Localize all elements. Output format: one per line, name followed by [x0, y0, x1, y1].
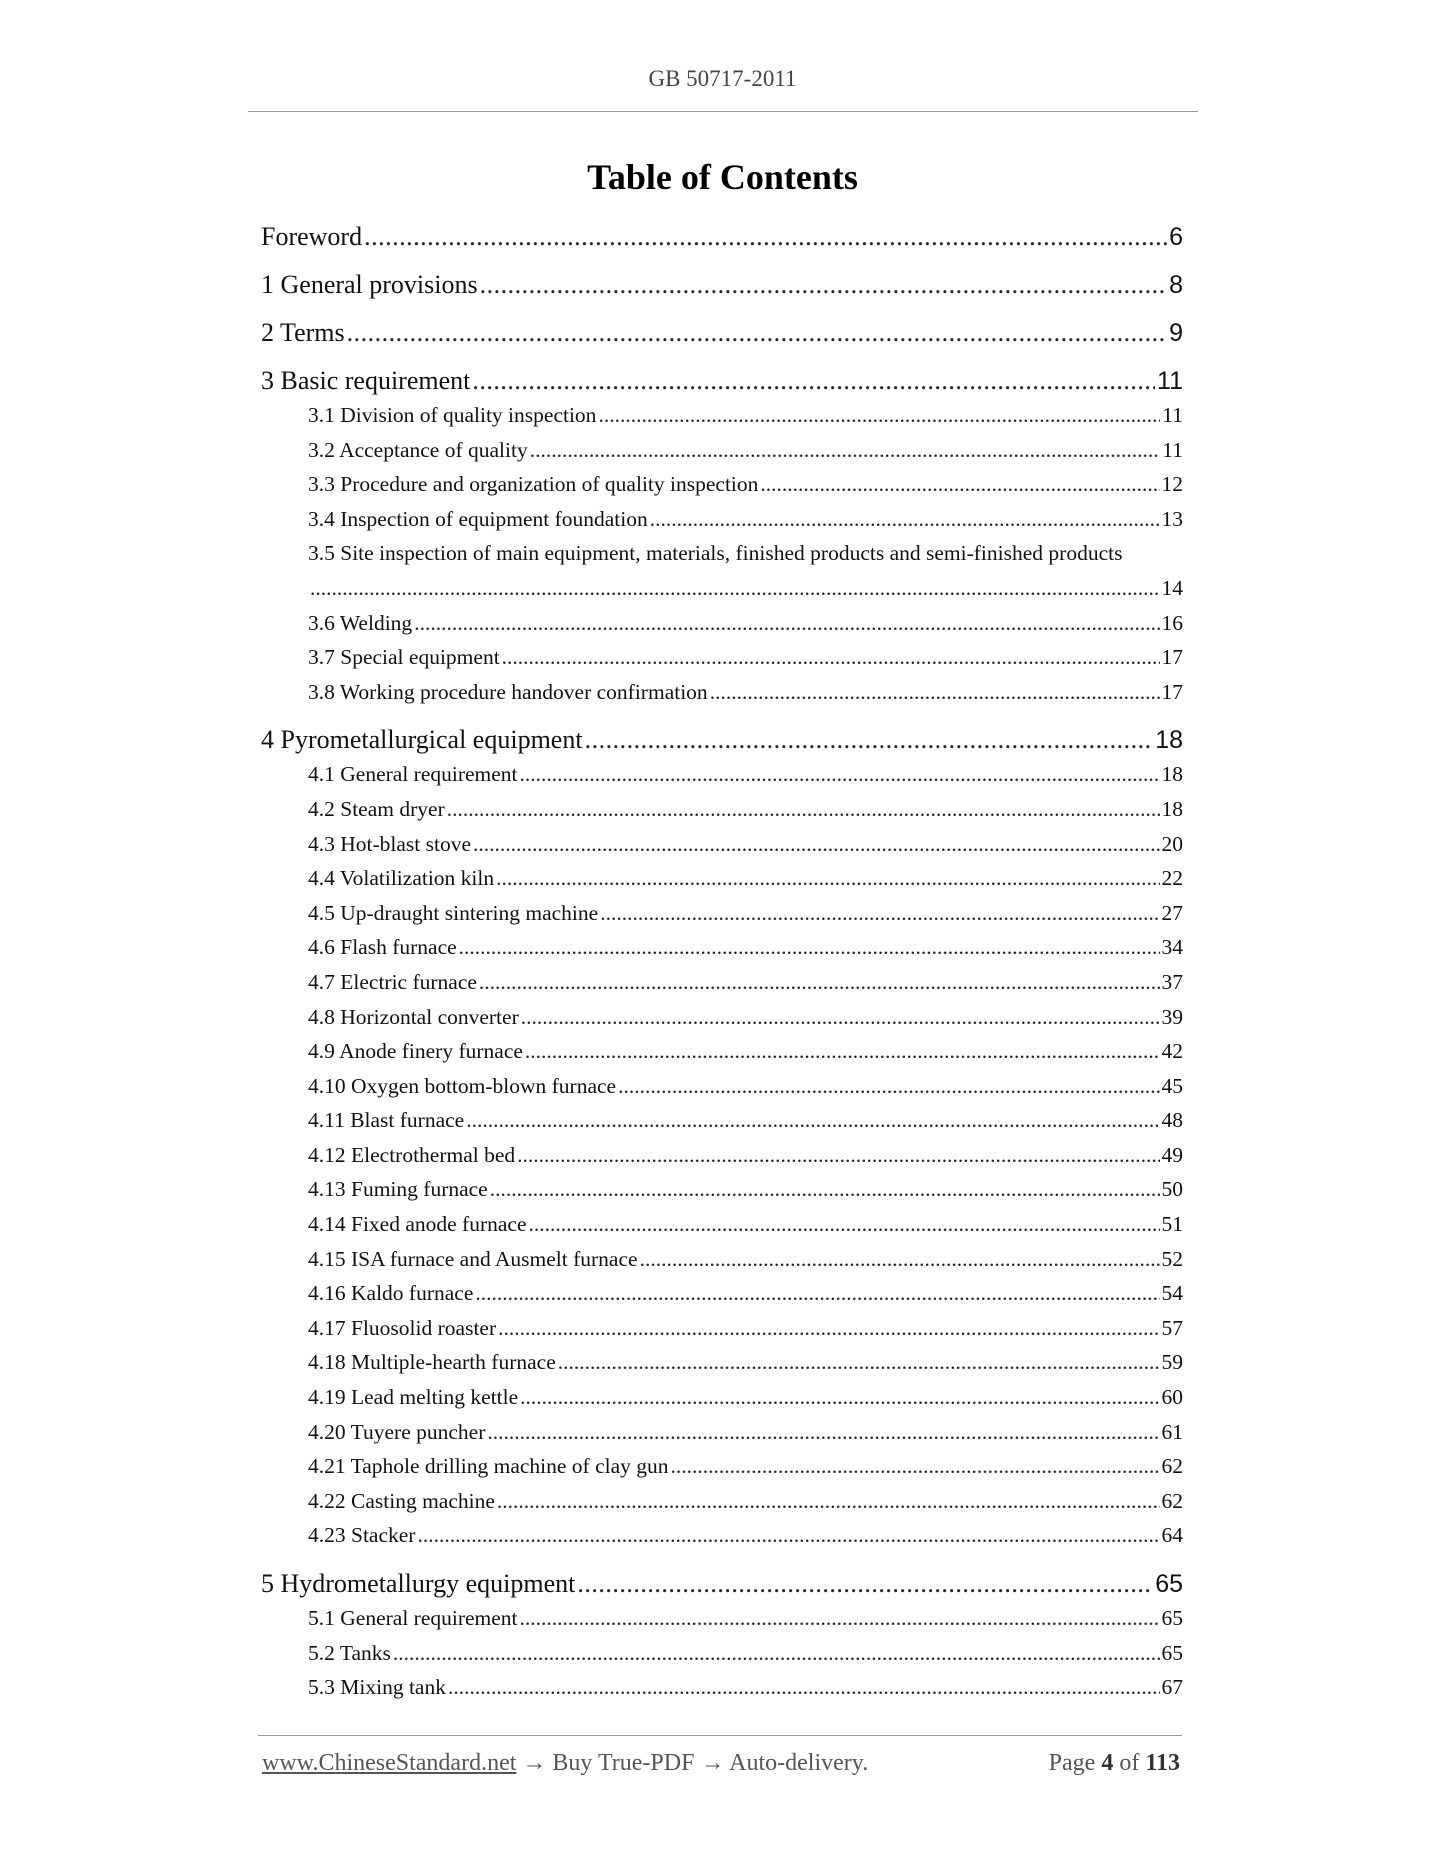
toc-entry-page: 18 — [1161, 762, 1183, 787]
toc-entry-section-3-5-continuation[interactable] — [308, 571, 1183, 606]
page-word: Page — [1048, 1750, 1096, 1776]
toc-entry-label: 5.2 Tanks — [308, 1640, 391, 1665]
toc-entry-page: 67 — [1161, 1675, 1183, 1700]
toc-entry-label: 4.8 Horizontal converter — [308, 1004, 519, 1029]
header-divider — [248, 111, 1198, 112]
toc-entry-label: 4.17 Fluosolid roaster — [308, 1315, 497, 1340]
toc-entry-section[interactable] — [308, 1601, 1183, 1636]
toc-entry-section[interactable] — [308, 1311, 1183, 1346]
dot-leader — [490, 1172, 1160, 1207]
toc-entry-page: 59 — [1161, 1350, 1183, 1375]
table-of-contents — [0, 220, 1445, 1705]
chapter-4-sections — [0, 757, 1445, 1553]
toc-entry-section[interactable] — [308, 1449, 1183, 1484]
toc-entry-label: 4.3 Hot-blast stove — [308, 831, 472, 856]
dot-leader — [710, 675, 1160, 710]
toc-entry-section[interactable] — [308, 1670, 1183, 1705]
toc-entry-page: 20 — [1161, 831, 1183, 856]
toc-entry-label: 4.16 Kaldo furnace — [308, 1281, 474, 1306]
toc-entry-section[interactable] — [308, 467, 1183, 502]
toc-entry-foreword[interactable] — [261, 220, 1183, 254]
toc-entry-section[interactable] — [308, 1518, 1183, 1553]
toc-entry-label: 4.9 Anode finery furnace — [308, 1039, 523, 1064]
toc-entry-page: 45 — [1161, 1073, 1183, 1098]
toc-entry-page: 22 — [1161, 866, 1183, 891]
toc-entry-section[interactable] — [308, 502, 1183, 537]
total-pages: 113 — [1145, 1750, 1180, 1776]
document-id-header: GB 50717-2011 — [648, 66, 797, 91]
toc-entry-label: 4.7 Electric furnace — [308, 969, 477, 994]
dot-leader — [760, 467, 1159, 502]
toc-entry-page: 9 — [1169, 319, 1183, 347]
toc-entry-section[interactable] — [308, 1276, 1183, 1311]
page-footer — [262, 1750, 1180, 1777]
toc-entry-section[interactable] — [308, 1207, 1183, 1242]
toc-entry-chapter-1[interactable] — [261, 268, 1183, 302]
toc-entry-page: 48 — [1161, 1108, 1183, 1133]
toc-entry-label: 4.11 Blast furnace — [308, 1108, 465, 1133]
toc-entry-section[interactable] — [308, 930, 1183, 965]
toc-entry-page: 50 — [1161, 1177, 1183, 1202]
toc-entry-page: 11 — [1162, 437, 1183, 462]
footer-promo — [262, 1750, 868, 1777]
toc-entry-page: 11 — [1157, 367, 1183, 395]
toc-entry-label: 4.21 Taphole drilling machine of clay gun — [308, 1454, 669, 1479]
dot-leader — [487, 1415, 1159, 1450]
dot-leader — [600, 896, 1159, 931]
dot-leader — [525, 1034, 1160, 1069]
dot-leader — [459, 930, 1160, 965]
toc-entry-label: 1 General provisions — [261, 270, 478, 299]
toc-entry-section[interactable] — [308, 433, 1183, 468]
dot-leader — [577, 1567, 1153, 1601]
toc-entry-page: 37 — [1161, 969, 1183, 994]
buy-text: Buy True-PDF — [552, 1750, 695, 1776]
toc-entry-section[interactable] — [308, 896, 1183, 931]
toc-entry-section[interactable] — [308, 1484, 1183, 1519]
toc-entry-label: 4.12 Electrothermal bed — [308, 1142, 516, 1167]
dot-leader — [448, 1670, 1160, 1705]
toc-entry-page: 17 — [1161, 645, 1183, 670]
toc-entry-page: 13 — [1161, 506, 1183, 531]
toc-entry-section[interactable] — [308, 675, 1183, 710]
toc-entry-section[interactable] — [308, 1242, 1183, 1277]
dot-leader — [496, 861, 1159, 896]
chapter-5-sections — [0, 1601, 1445, 1705]
toc-entry-section[interactable] — [308, 1345, 1183, 1380]
toc-entry-label: 4.13 Fuming furnace — [308, 1177, 488, 1202]
dot-leader — [472, 364, 1155, 398]
toc-entry-label: 3.6 Welding — [308, 610, 413, 635]
page-indicator — [1049, 1750, 1180, 1777]
dot-leader — [585, 723, 1154, 757]
page-title: Table of Contents — [587, 157, 858, 197]
toc-entry-label: 4.5 Up-draught sintering machine — [308, 900, 599, 925]
toc-entry-section-3-5[interactable]: 3.5 Site inspection of main equipment, materials, finished products and semi-finished products — [308, 541, 1123, 566]
dot-leader — [520, 1380, 1159, 1415]
of-word: of — [1119, 1750, 1140, 1776]
toc-entry-page: 65 — [1161, 1606, 1183, 1630]
dot-leader — [640, 1242, 1160, 1277]
toc-entry-page: 49 — [1161, 1142, 1183, 1167]
toc-entry-section[interactable] — [308, 1000, 1183, 1035]
toc-entry-page: 34 — [1161, 935, 1183, 960]
chapter-3-sections — [0, 398, 1445, 709]
toc-entry-section[interactable] — [308, 1034, 1183, 1069]
toc-entry-page: 52 — [1161, 1246, 1183, 1271]
toc-entry-label: 4.23 Stacker — [308, 1523, 416, 1548]
toc-entry-page: 42 — [1161, 1039, 1183, 1064]
toc-entry-chapter-5[interactable] — [261, 1567, 1183, 1601]
toc-entry-page: 57 — [1161, 1315, 1183, 1340]
arrow-icon: → — [700, 1750, 725, 1776]
toc-entry-label: 3.2 Acceptance of quality — [308, 437, 528, 462]
toc-entry-page: 27 — [1161, 900, 1183, 925]
toc-entry-label: 4 Pyrometallurgical equipment — [261, 725, 583, 755]
dot-leader — [529, 1207, 1160, 1242]
dot-leader — [530, 433, 1161, 468]
dot-leader — [417, 1518, 1159, 1553]
toc-entry-label: 5.3 Mixing tank — [308, 1675, 446, 1700]
toc-entry-section[interactable] — [308, 1172, 1183, 1207]
toc-entry-page: 39 — [1161, 1004, 1183, 1029]
toc-entry-label: Foreword — [261, 222, 363, 251]
toc-entry-page: 65 — [1161, 1640, 1183, 1665]
dot-leader — [310, 571, 1160, 606]
toc-entry-section[interactable] — [308, 1380, 1183, 1415]
toc-entry-page: 60 — [1161, 1385, 1183, 1410]
toc-entry-page: 65 — [1155, 1570, 1183, 1598]
dot-leader — [498, 1311, 1159, 1346]
toc-entry-label: 3.4 Inspection of equipment foundation — [308, 506, 648, 531]
toc-entry-page: 16 — [1161, 610, 1183, 635]
page-number: 4 — [1101, 1750, 1114, 1776]
dot-leader — [414, 606, 1159, 641]
toc-entry-page: 51 — [1161, 1212, 1183, 1237]
toc-entry-section[interactable] — [308, 757, 1183, 792]
toc-entry-section[interactable] — [308, 827, 1183, 862]
toc-entry-section[interactable] — [308, 1069, 1183, 1104]
toc-entry-section[interactable] — [308, 606, 1183, 641]
toc-entry-label: 4.2 Steam dryer — [308, 796, 445, 821]
dot-leader — [558, 1345, 1160, 1380]
toc-entry-section[interactable] — [308, 398, 1183, 433]
toc-entry-section[interactable] — [308, 861, 1183, 896]
toc-entry-section[interactable] — [308, 792, 1183, 827]
toc-entry-label: 4.6 Flash furnace — [308, 935, 457, 960]
footer-divider — [258, 1735, 1182, 1736]
toc-entry-page: 17 — [1161, 679, 1183, 704]
dot-leader — [475, 1276, 1159, 1311]
dot-leader — [479, 965, 1160, 1000]
toc-entry-page: 12 — [1161, 472, 1183, 497]
toc-entry-chapter-2[interactable] — [261, 316, 1183, 350]
toc-entry-page: 14 — [1161, 575, 1183, 600]
dot-leader — [618, 1069, 1159, 1104]
toc-entry-chapter-3[interactable] — [261, 364, 1183, 398]
toc-entry-page: 54 — [1161, 1281, 1183, 1306]
toc-entry-label: 3.3 Procedure and organization of quality inspection — [308, 472, 759, 497]
dot-leader — [480, 268, 1167, 302]
toc-entry-label: 4.10 Oxygen bottom-blown furnace — [308, 1073, 617, 1098]
dot-leader — [473, 827, 1159, 862]
delivery-text: Auto-delivery. — [729, 1750, 869, 1776]
toc-entry-page: 64 — [1161, 1523, 1183, 1548]
toc-entry-label: 4.4 Volatilization kiln — [308, 866, 495, 891]
toc-entry-label: 2 Terms — [261, 318, 345, 347]
toc-entry-section[interactable] — [308, 640, 1183, 675]
dot-leader — [517, 1138, 1159, 1173]
toc-entry-page: 61 — [1161, 1419, 1183, 1444]
dot-leader — [502, 640, 1160, 675]
toc-entry-label: 5 Hydrometallurgy equipment — [261, 1569, 576, 1598]
toc-entry-section[interactable] — [308, 1636, 1183, 1671]
dot-leader — [520, 757, 1160, 792]
dot-leader — [497, 1484, 1160, 1519]
toc-entry-page: 62 — [1161, 1454, 1183, 1479]
website-link[interactable]: www.ChineseStandard.net — [262, 1750, 517, 1776]
arrow-icon: → — [522, 1750, 547, 1776]
toc-entry-label: 4.15 ISA furnace and Ausmelt furnace — [308, 1246, 638, 1271]
dot-leader — [650, 502, 1160, 537]
toc-entry-label: 4.22 Casting machine — [308, 1488, 495, 1513]
toc-entry-page: 6 — [1169, 223, 1183, 251]
dot-leader — [520, 1601, 1160, 1636]
dot-leader — [347, 316, 1167, 350]
toc-entry-section[interactable] — [308, 965, 1183, 1000]
toc-entry-label: 3.7 Special equipment — [308, 645, 500, 670]
toc-entry-label: 4.18 Multiple-hearth furnace — [308, 1350, 556, 1375]
toc-entry-label: 4.14 Fixed anode furnace — [308, 1212, 527, 1237]
toc-entry-page: 62 — [1161, 1488, 1183, 1513]
toc-entry-label: 5.1 General requirement — [308, 1606, 518, 1630]
dot-leader — [466, 1103, 1159, 1138]
dot-leader — [393, 1636, 1160, 1671]
toc-entry-page: 18 — [1161, 796, 1183, 821]
toc-entry-section[interactable] — [308, 1415, 1183, 1450]
dot-leader — [447, 792, 1160, 827]
toc-entry-label: 3 Basic requirement — [261, 366, 471, 395]
toc-entry-page: 8 — [1169, 271, 1183, 299]
dot-leader — [671, 1449, 1160, 1484]
dot-leader — [521, 1000, 1160, 1035]
dot-leader — [598, 398, 1160, 433]
toc-entry-section[interactable] — [308, 1103, 1183, 1138]
toc-entry-chapter-4[interactable] — [261, 723, 1183, 757]
dot-leader — [364, 220, 1167, 254]
toc-entry-label: 4.19 Lead melting kettle — [308, 1385, 519, 1410]
toc-entry-label: 3.1 Division of quality inspection — [308, 403, 597, 427]
toc-entry-label: 3.8 Working procedure handover confirmation — [308, 679, 708, 704]
toc-entry-label: 4.20 Tuyere puncher — [308, 1419, 486, 1444]
toc-entry-page: 11 — [1162, 403, 1183, 427]
toc-entry-section[interactable] — [308, 1138, 1183, 1173]
toc-entry-page: 18 — [1155, 726, 1183, 755]
toc-entry-label: 4.1 General requirement — [308, 762, 518, 787]
